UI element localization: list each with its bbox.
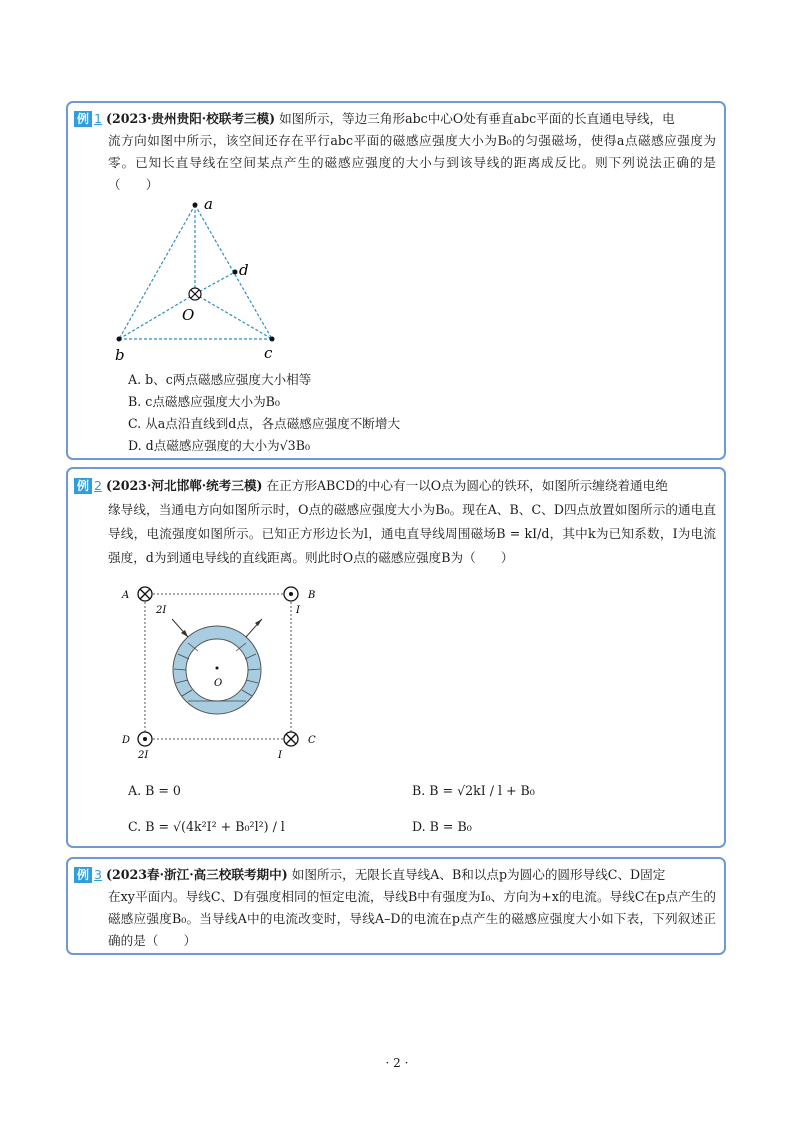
label-B: B bbox=[308, 590, 316, 601]
question-stem-first: 如图所示，等边三角形abc中心O处有垂直abc平面的长直通电导线，电 bbox=[279, 111, 675, 126]
question-source: (2023春·浙江·高三校联考期中) bbox=[106, 867, 288, 882]
current-D: 2I bbox=[138, 750, 149, 759]
option-a: A. B = 0 bbox=[128, 783, 181, 798]
option-a: A. b、c两点磁感应强度大小相等 bbox=[128, 372, 312, 387]
point-b bbox=[117, 337, 122, 342]
label-D: D bbox=[122, 735, 131, 746]
label-A: A bbox=[122, 590, 130, 601]
label-O: O bbox=[214, 678, 223, 689]
example-tag: 例 bbox=[74, 867, 92, 883]
square-ring-figure bbox=[112, 579, 332, 759]
example-3-question bbox=[74, 864, 716, 952]
example-1-box bbox=[66, 101, 726, 460]
point-d bbox=[233, 270, 238, 275]
example-number: 1 bbox=[94, 111, 103, 126]
question-stem-rest: 流方向如图中所示，该空间还存在平行abc平面的磁感应强度大小为B₀的匀强磁场，使得a点磁感应强度为零。已知长直导线在空间某点产生的磁感应强度的大小与到该导线的距离成反比。则下列说法正确的是（ ） bbox=[108, 133, 716, 192]
wire-A-into-page-icon bbox=[138, 587, 152, 601]
label-O: O bbox=[182, 306, 195, 324]
current-A: 2I bbox=[156, 605, 167, 616]
point-a bbox=[193, 203, 198, 208]
triangle-figure bbox=[98, 193, 298, 373]
example-1-question bbox=[74, 108, 716, 196]
question-stem-first: 在正方形ABCD的中心有一以O点为圆心的铁环，如图所示缠绕着通电绝 bbox=[266, 478, 668, 493]
wire-D-out-of-page-icon bbox=[138, 732, 152, 746]
option-b: B. c点磁感应强度大小为B₀ bbox=[128, 394, 280, 409]
example-3-box bbox=[66, 857, 726, 955]
example-2-question bbox=[74, 474, 716, 570]
option-b: B. B = √2kI / l + B₀ bbox=[412, 783, 535, 798]
question-stem-first: 如图所示，无限长直导线A、B和以点p为圆心的圆形导线C、D固定 bbox=[291, 867, 666, 882]
point-c bbox=[270, 337, 275, 342]
option-c: C. 从a点沿直线到d点，各点磁感应强度不断增大 bbox=[128, 416, 401, 431]
question-source: (2023·贵州贵阳·校联考三模) bbox=[106, 111, 276, 126]
current-B: I bbox=[296, 605, 300, 616]
label-a: a bbox=[204, 195, 213, 213]
question-stem-rest: 缘导线，当通电方向如图所示时，O点的磁感应强度大小为B₀。现在A、B、C、D四点放置如图所示的通电直导线，电流强度如图所示。已知正方形边长为l，通电直导线周围磁场B = kI/d，其中k为已知系数，I为电流强度，d为到通电导线的直线距离。则此时O点的磁感应强度B为（ ） bbox=[108, 502, 716, 565]
label-C: C bbox=[308, 735, 316, 746]
iron-ring bbox=[172, 619, 262, 714]
current-C: I bbox=[278, 750, 282, 759]
example-number: 3 bbox=[94, 867, 103, 882]
current-into-page-icon bbox=[189, 288, 201, 300]
wire-C-into-page-icon bbox=[284, 732, 298, 746]
example-2-box bbox=[66, 467, 726, 848]
label-c: c bbox=[264, 344, 273, 362]
example-tag: 例 bbox=[74, 478, 92, 494]
option-d: D. d点磁感应强度的大小为√3B₀ bbox=[128, 438, 310, 453]
question-stem-rest: 在xy平面内。导线C、D有强度相同的恒定电流，导线B中有强度为I₀、方向为+x的电流。导线C在p点产生的磁感应强度B₀。当导线A中的电流改变时，导线A–D的电流在p点产生的磁感应强度大小如下表，下列叙述正确的是（ ） bbox=[108, 889, 716, 948]
wire-B-out-of-page-icon bbox=[284, 587, 298, 601]
page-number: · 2 · bbox=[385, 1056, 409, 1070]
option-d: D. B = B₀ bbox=[412, 819, 472, 834]
question-source: (2023·河北邯郸·统考三模) bbox=[106, 478, 263, 493]
example-number: 2 bbox=[94, 478, 103, 493]
label-d: d bbox=[239, 261, 249, 279]
example-tag: 例 bbox=[74, 111, 92, 127]
label-b: b bbox=[115, 346, 125, 364]
option-c: C. B = √(4k²I² + B₀²l²) / l bbox=[128, 819, 285, 834]
